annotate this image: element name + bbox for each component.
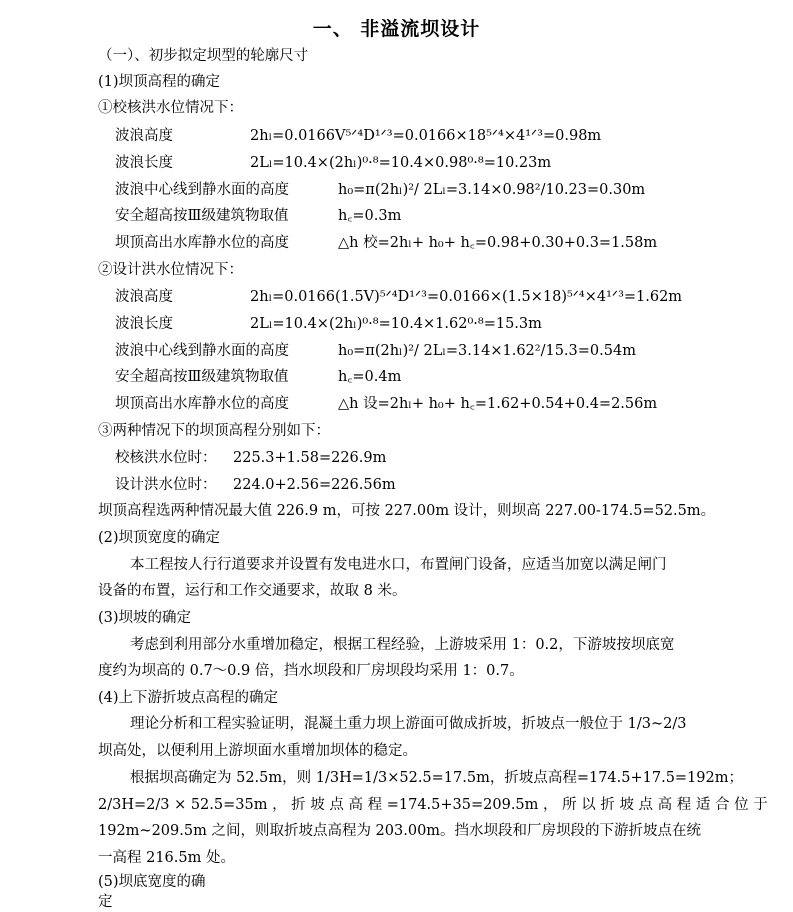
section-heading-1: （一）、初步拟定坝型的轮廓尺寸 xyxy=(98,48,309,64)
case2-label: 坝顶高出水库静水位的高度 xyxy=(115,396,289,412)
case1-label: 波浪长度 xyxy=(115,155,173,171)
paragraph-line: 理论分析和工程实验证明，混凝土重力坝上游面可做成折坡，折坡点一般位于 1/3~2/3 xyxy=(130,716,687,732)
case3-heading: ③两种情况下的坝顶高程分别如下： xyxy=(98,423,330,439)
case1-heading: ①校核洪水位情况下： xyxy=(98,100,243,116)
case2-label: 波浪中心线到静水面的高度 xyxy=(115,343,289,359)
paragraph-line: 192m~209.5m 之间，则取折坡点高程为 203.00m。挡水坝段和厂房坝段的下游折坡点在统 xyxy=(98,823,702,839)
case1-formula: h₀=π(2hₗ)²/ 2Lₗ=3.14×0.98²/10.23=0.30m xyxy=(338,182,646,198)
paragraph-line: 根据坝高确定为 52.5m，则 1/3H=1/3×52.5=17.5m，折坡点高程=174.5+17.5=192m； xyxy=(130,770,744,786)
paragraph-line: 考虑到利用部分水重增加稳定，根据工程经验，上游坡采用 1：0.2，下游坡按坝底宽 xyxy=(130,637,675,653)
case1-formula: h꜀=0.3m xyxy=(338,208,402,224)
paragraph-line: 坝高处，以便利用上游坝面水重增加坝体的稳定。 xyxy=(98,743,417,759)
case1-label: 安全超高按Ⅲ级建筑物取值 xyxy=(115,208,289,224)
case1-label: 坝顶高出水库静水位的高度 xyxy=(115,235,289,251)
case1-label: 波浪中心线到静水面的高度 xyxy=(115,182,289,198)
case3-label: 校核洪水位时： xyxy=(115,450,217,466)
case2-formula: △h 设=2hₗ+ h₀+ h꜀=1.62+0.54+0.4=2.56m xyxy=(338,396,658,412)
case2-formula: h₀=π(2hₗ)²/ 2Lₗ=3.14×1.62²/15.3=0.54m xyxy=(338,343,636,359)
paragraph-line: 2/3H=2/3 × 52.5=35m ， 折 坡 点 高 程 =174.5+35=209.5m ， 所 以 折 坡 点 高 程 适 合 位 于 xyxy=(98,797,768,813)
crest-summary: 坝顶高程选两种情况最大值 226.9 m，可按 227.00m 设计，则坝高 227.00-174.5=52.5m。 xyxy=(98,503,716,519)
case2-label: 波浪长度 xyxy=(115,316,173,332)
cutoff-next-heading: (5)坝底宽度的确定 xyxy=(98,874,206,910)
paragraph-line: 本工程按人行行道要求并设置有发电进水口，布置闸门设备，应适当加宽以满足闸门 xyxy=(130,557,667,573)
case1-formula: 2hₗ=0.0166V⁵ᐟ⁴D¹ᐟ³=0.0166×18⁵ᐟ⁴×4¹ᐟ³=0.98m xyxy=(250,128,602,144)
case3-value: 224.0+2.56=226.56m xyxy=(233,477,396,493)
case3-label: 设计洪水位时： xyxy=(115,477,217,493)
case1-label: 波浪高度 xyxy=(115,128,173,144)
subheading-crest-elevation: (1)坝顶高程的确定 xyxy=(98,74,221,90)
case1-formula: 2Lₗ=10.4×(2hₗ)⁰·⁸=10.4×0.98⁰·⁸=10.23m xyxy=(250,155,552,171)
page-title: 一、 非溢流坝设计 xyxy=(312,18,481,40)
case1-formula: △h 校=2hₗ+ h₀+ h꜀=0.98+0.30+0.3=1.58m xyxy=(338,235,658,251)
paragraph-line: 设备的布置，运行和工作交通要求，故取 8 米。 xyxy=(98,583,407,599)
case2-label: 波浪高度 xyxy=(115,289,173,305)
subheading-slope: (3)坝坡的确定 xyxy=(98,610,192,626)
subheading-break-point: (4)上下游折坡点高程的确定 xyxy=(98,690,279,706)
case2-formula: 2Lₗ=10.4×(2hₗ)⁰·⁸=10.4×1.62⁰·⁸=15.3m xyxy=(250,316,542,332)
case2-heading: ②设计洪水位情况下： xyxy=(98,262,243,278)
case2-formula: h꜀=0.4m xyxy=(338,369,402,385)
paragraph-line: 度约为坝高的 0.7～0.9 倍，挡水坝段和厂房坝段均采用 1：0.7。 xyxy=(98,663,524,679)
case2-formula: 2hₗ=0.0166(1.5V)⁵ᐟ⁴D¹ᐟ³=0.0166×(1.5×18)⁵ᐟ⁴×4¹ᐟ³=1.62m xyxy=(250,289,683,305)
case3-value: 225.3+1.58=226.9m xyxy=(233,450,387,466)
paragraph-line: 一高程 216.5m 处。 xyxy=(98,850,235,866)
subheading-crest-width: (2)坝顶宽度的确定 xyxy=(98,530,221,546)
case2-label: 安全超高按Ⅲ级建筑物取值 xyxy=(115,369,289,385)
